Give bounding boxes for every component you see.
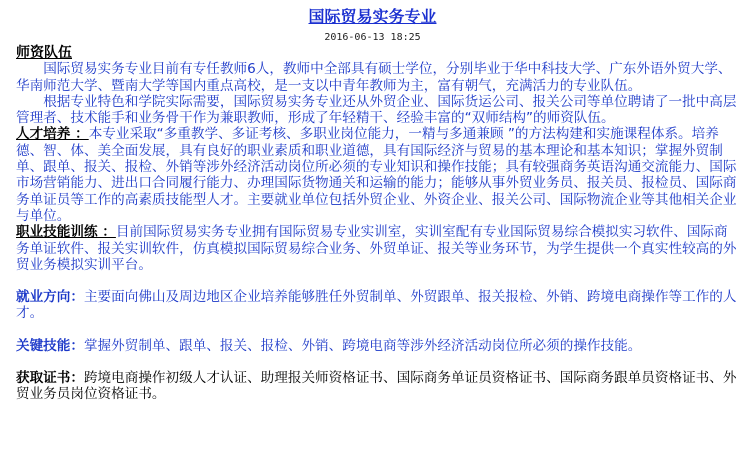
certificates-label: 获取证书： xyxy=(16,370,84,387)
employment-paragraph xyxy=(16,289,737,322)
faculty-paragraph-2: 根据专业特色和学院实际需要，国际贸易实务专业还从外贸企业、国际货运公司、报关公司等单位聘请了一批中高层管理者、技术能手和业务骨干作为兼职教师，形成了年轻精干、经验丰富的“双师结构”的师资队伍。 xyxy=(16,93,737,127)
faculty-paragraph-1: 国际贸易实务专业目前有专任教师6人，教师中全部具有硕士学位，分别毕业于华中科技大学、广东外语外贸大学、华南师范大学、暨南大学等国内重点高校，是一支以中青年教师为主，富有朝气，充满活力的专业队伍。 xyxy=(16,61,732,94)
certificates-text: 跨境电商操作初级人才认证、助理报关师资格证书、国际商务单证员资格证书、国际商务跟单员资格证书、外贸业务员岗位资格证书。 xyxy=(16,370,737,403)
employment-text: 主要面向佛山及周边地区企业培养能够胜任外贸制单、外贸跟单、报关报检、外销、跨境电商操作等工作的人才。 xyxy=(16,289,737,322)
page-title: 国际贸易实务专业 xyxy=(308,7,437,26)
employment-label: 就业方向： xyxy=(16,289,84,306)
article-body xyxy=(16,45,737,403)
key-skills-text: 掌握外贸制单、跟单、报关、报检、外销、跨境电商等涉外经济活动岗位所必须的操作技能。 xyxy=(83,337,642,354)
talent-label: 人才培养 ： xyxy=(16,126,89,143)
certificates-paragraph xyxy=(16,370,737,403)
key-skills-paragraph xyxy=(16,338,737,354)
key-skills-label: 关键技能： xyxy=(16,337,84,354)
skills-text: 目前国际贸易实务专业拥有国际贸易专业实训室，实训室配有专业国际贸易综合模拟实习软件、国际商务单证软件、报关实训软件，仿真模拟国际贸易综合业务、外贸单证、报关等业务环节，为学生提供一个真实性较高的外贸业务模拟实训平台。 xyxy=(16,224,737,273)
talent-paragraph xyxy=(16,126,737,224)
publish-date: 2016-06-13 18:25 xyxy=(324,32,421,43)
faculty-heading: 师资队伍 xyxy=(16,45,72,61)
skills-paragraph xyxy=(16,224,737,273)
talent-text: 本专业采取“多重教学、多证考核、多职业岗位能力，一精与多通兼顾 ”的方法构建和实施课程体系。培养德、智、体、美全面发展，具有良好的职业素质和职业道德，具有国际经济与贸易的基本理论和基本知识；掌握外贸制单、跟单、报关、报检、外销等涉外经济活动岗位所必须的专业知识和操作技能；具有较强商务英语沟通交流能力、国际市场营销能力、进出口合同履行能力、办理国际货物通关和运输的能力；能够从事外贸业务员、报关员、报检员、国际商务单证员等工作的高素质技能型人才。主要就业单位包括外贸企业、外资企业、报关公司、国际物流企业等其他相关企业与单位。 xyxy=(16,126,737,224)
skills-label: 职业技能训练 ： xyxy=(16,224,116,241)
